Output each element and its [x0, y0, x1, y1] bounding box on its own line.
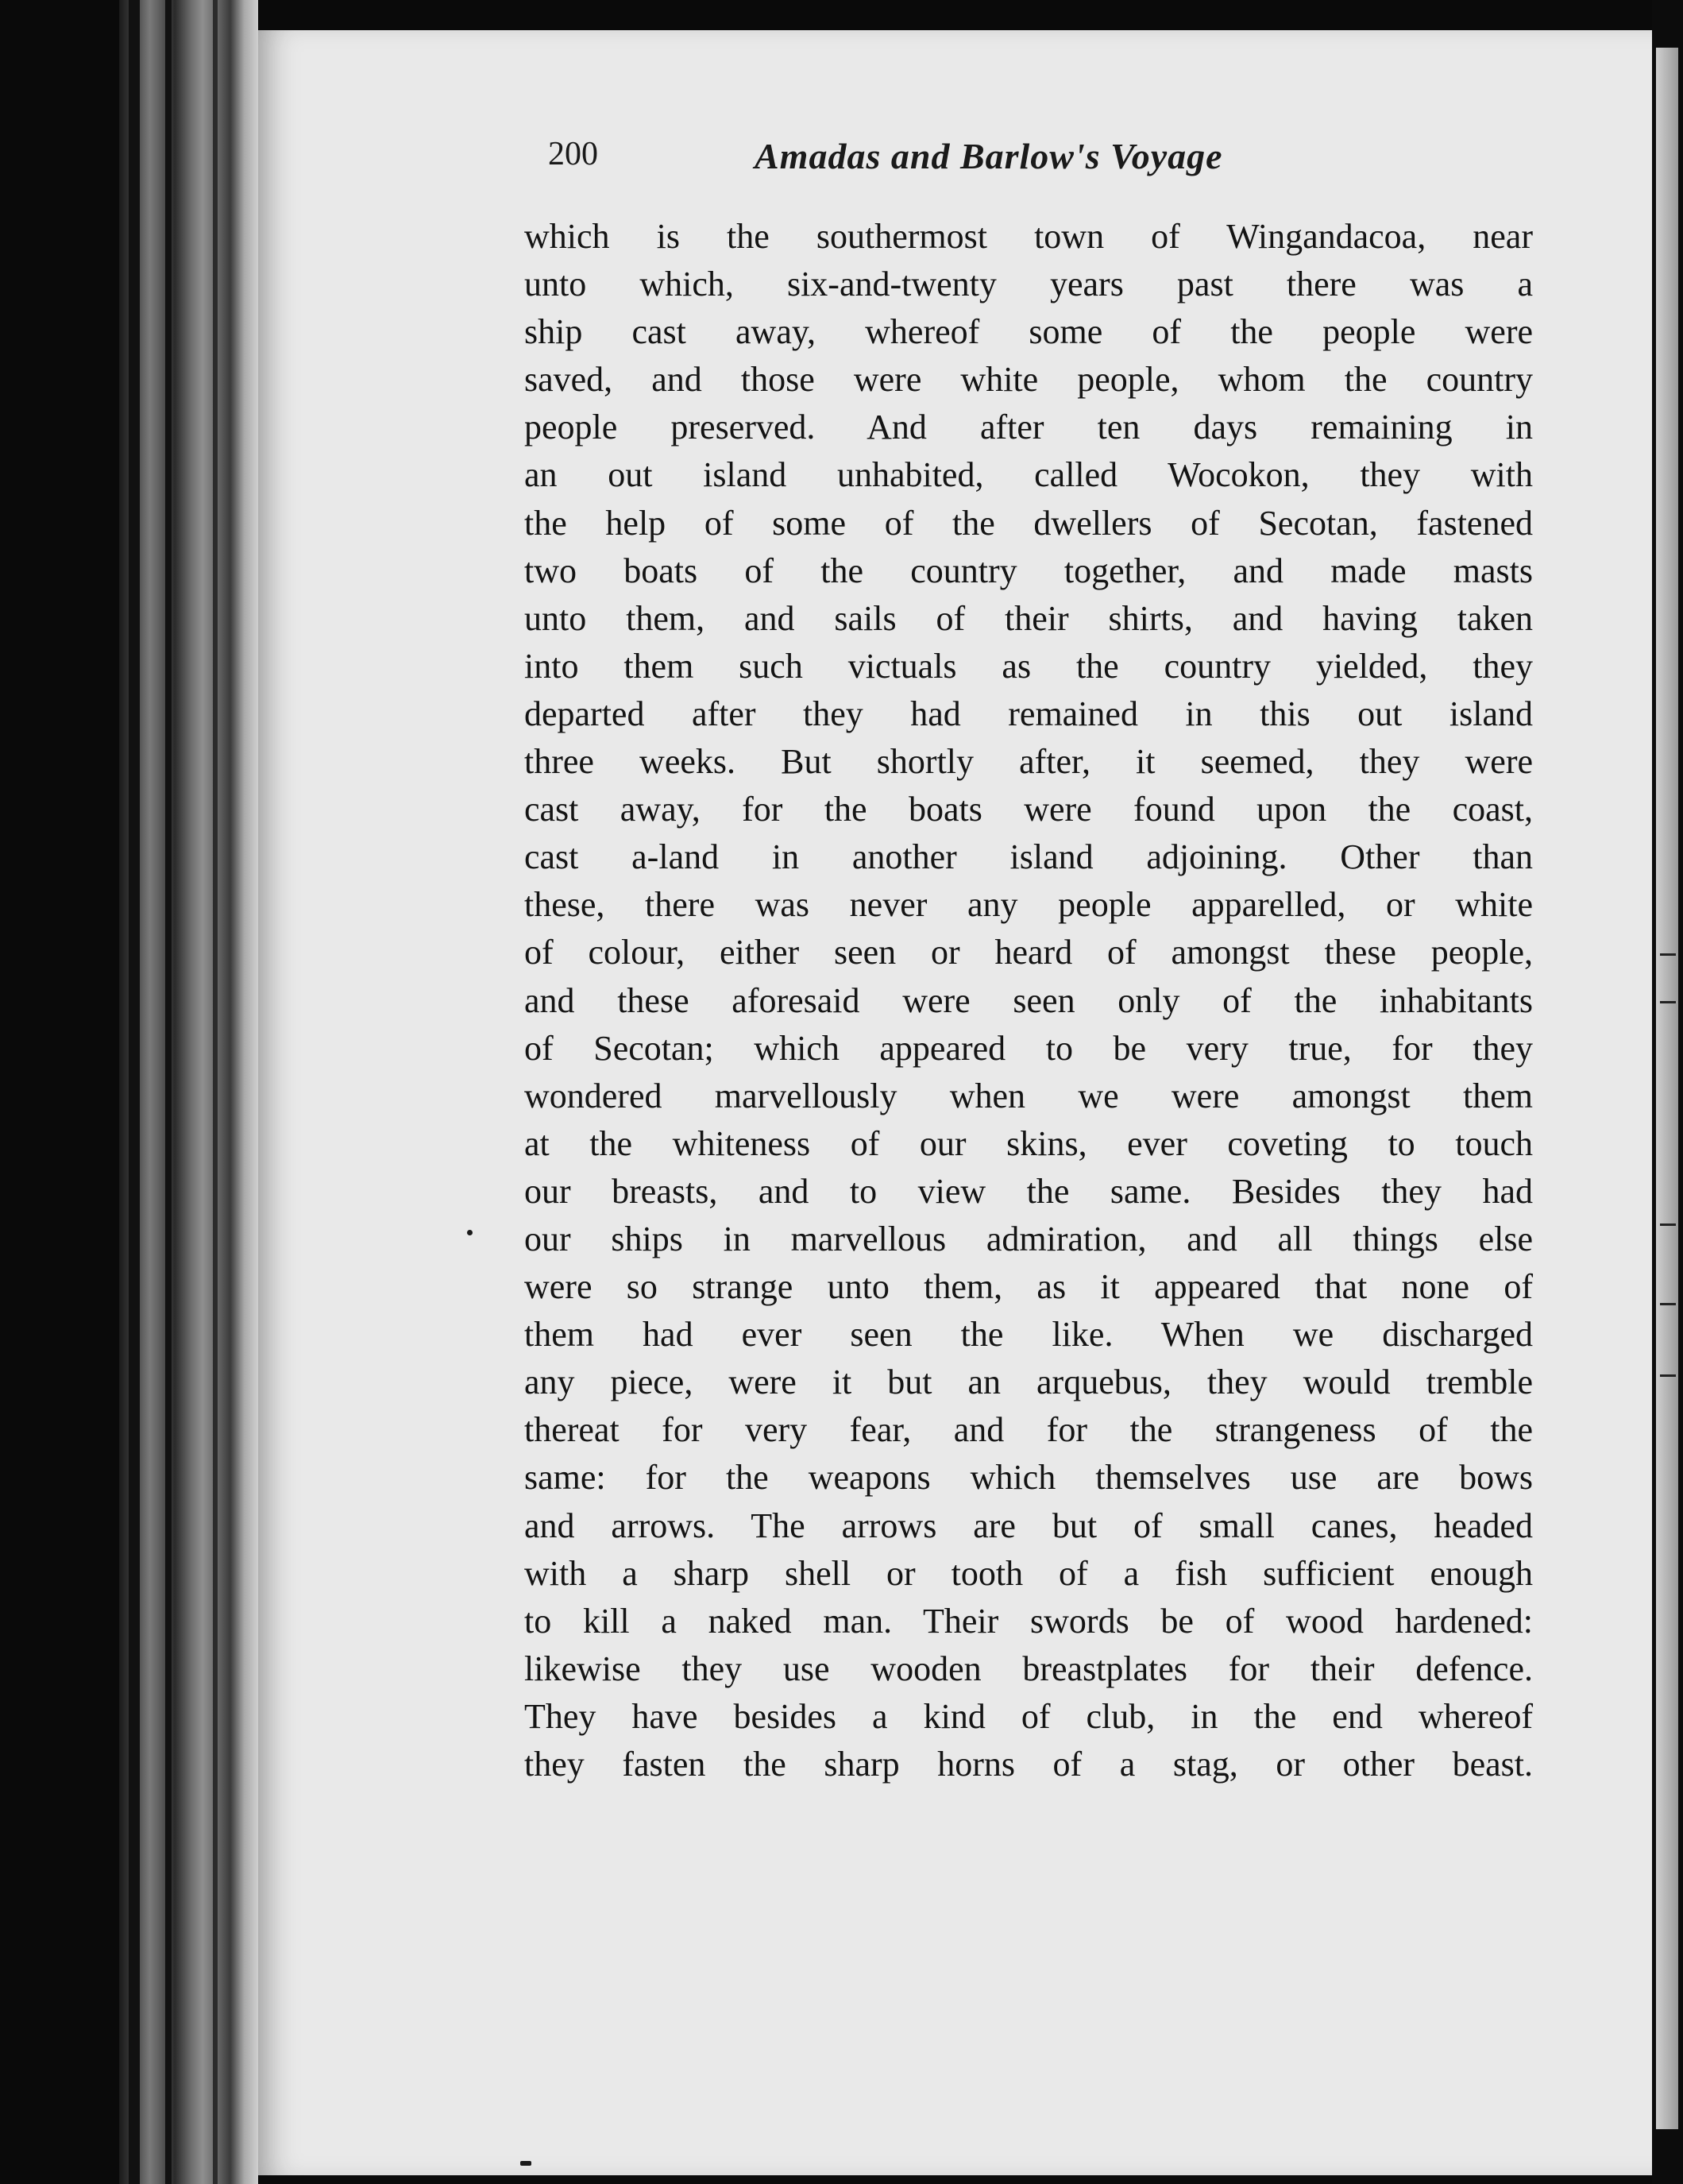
- text-line: into them such victuals as the country yielded, they: [524, 646, 1533, 686]
- text-line: people preserved. And after ten days remaining in: [524, 408, 1533, 447]
- text-line: and arrows. The arrows are but of small canes, headed: [524, 1506, 1533, 1545]
- text-line: unto them, and sails of their shirts, and having taken: [524, 598, 1533, 638]
- speck-mark: [520, 2161, 531, 2166]
- text-line: our ships in marvellous admiration, and all things else: [524, 1219, 1533, 1258]
- page-edge-tick: [1660, 953, 1676, 956]
- text-line: with a sharp shell or tooth of a fish sufficient enough: [524, 1553, 1533, 1593]
- spine-stripe: [213, 0, 218, 2184]
- text-line: They have besides a kind of club, in the end whereof: [524, 1696, 1533, 1736]
- text-line: of colour, either seen or heard of amongst these people,: [524, 933, 1533, 972]
- body-text: [524, 213, 1533, 1788]
- text-line: saved, and those were white people, whom the country: [524, 360, 1533, 400]
- text-line: and these aforesaid were seen only of the inhabitants: [524, 980, 1533, 1020]
- text-line: any piece, were it but an arquebus, they would tremble: [524, 1363, 1533, 1402]
- text-line: thereat for very fear, and for the strangeness of the: [524, 1410, 1533, 1450]
- text-line: ship cast away, whereof some of the people were: [524, 312, 1533, 352]
- text-line: wondered marvellously when we were amongst them: [524, 1076, 1533, 1115]
- text-line: departed after they had remained in this out island: [524, 694, 1533, 733]
- book-spine: [119, 0, 258, 2184]
- text-line: our breasts, and to view the same. Besides they had: [524, 1171, 1533, 1211]
- text-line: cast away, for the boats were found upon the coast,: [524, 790, 1533, 829]
- running-head: [548, 135, 1581, 183]
- text-line: them had ever seen the like. When we discharged: [524, 1315, 1533, 1355]
- text-line: two boats of the country together, and made masts: [524, 551, 1533, 590]
- text-line: cast a-land in another island adjoining. Other than: [524, 837, 1533, 877]
- page-edge-tick: [1660, 1001, 1676, 1003]
- text-line: an out island unhabited, called Wocokon, they with: [524, 455, 1533, 495]
- page-edge-tick: [1660, 1223, 1676, 1226]
- page-edge-tick: [1660, 1303, 1676, 1305]
- text-line: these, there was never any people apparelled, or white: [524, 885, 1533, 925]
- text-line: same: for the weapons which themselves use are bows: [524, 1458, 1533, 1498]
- running-title: Amadas and Barlow's Voyage: [755, 136, 1223, 176]
- text-line: they fasten the sharp horns of a stag, or other beast.: [524, 1745, 1533, 1784]
- spine-stripe: [129, 0, 140, 2184]
- page-edge-tick: [1660, 1374, 1676, 1377]
- text-line: three weeks. But shortly after, it seemed, they were: [524, 742, 1533, 782]
- text-line: were so strange unto them, as it appeared that none of: [524, 1267, 1533, 1307]
- text-line: unto which, six-and-twenty years past there was a: [524, 265, 1533, 304]
- text-line: the help of some of the dwellers of Secotan, fastened: [524, 503, 1533, 543]
- text-line: of Secotan; which appeared to be very true, for they: [524, 1028, 1533, 1068]
- spine-stripe: [165, 0, 172, 2184]
- text-line: likewise they use wooden breastplates for their defence.: [524, 1649, 1533, 1688]
- speck-mark: [467, 1230, 473, 1235]
- text-line: at the whiteness of our skins, ever coveting to touch: [524, 1123, 1533, 1163]
- adjacent-page-edge: [1656, 48, 1678, 2129]
- text-line: which is the southermost town of Wingandacoa, near: [524, 217, 1533, 256]
- text-line: to kill a naked man. Their swords be of wood hardened:: [524, 1601, 1533, 1641]
- page-number: 200: [548, 136, 598, 172]
